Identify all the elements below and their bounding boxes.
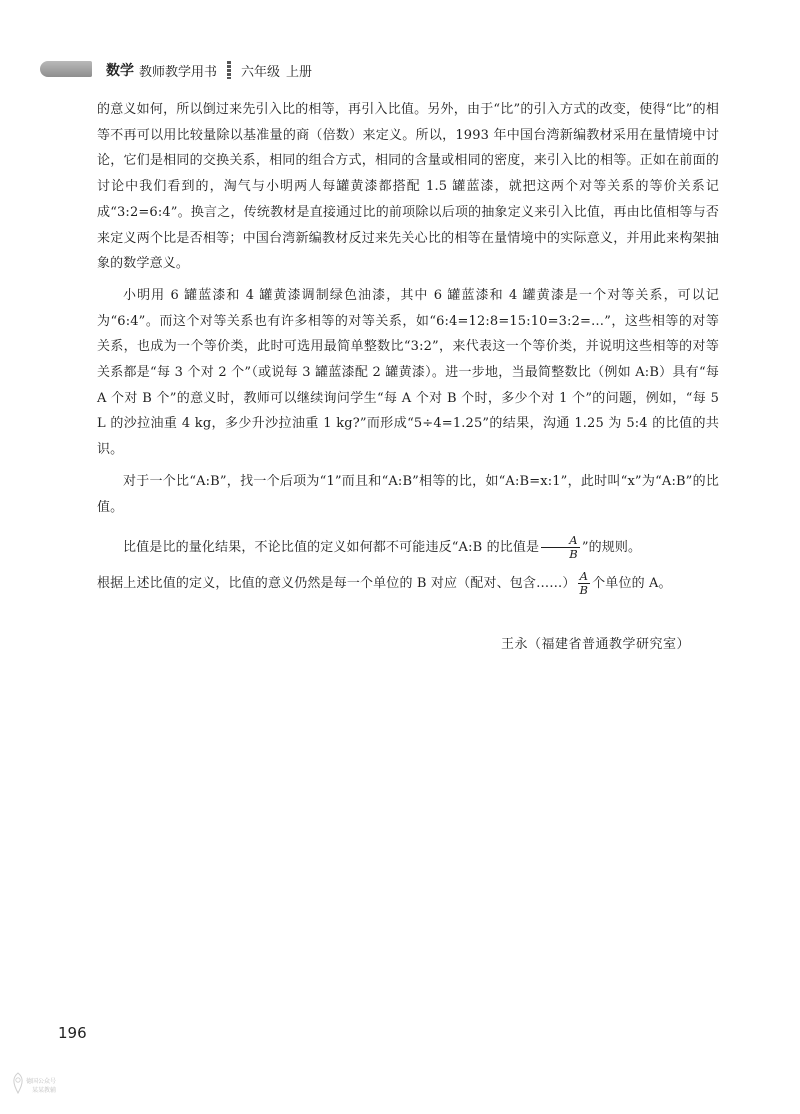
paragraph-4-text-after: ”的规则。 — [581, 540, 642, 556]
paragraph-3: 对于一个比“A:B”，找一个后项为“1”而且和“A:B”相等的比，如“A:B=x:1”，此时叫“x”为“A:B”的比值。 — [97, 473, 719, 515]
fraction-denominator: B — [569, 547, 578, 562]
header-decoration-bar — [40, 61, 92, 77]
author-attribution: 王永（福建省普通教学研究室） — [500, 637, 690, 652]
watermark-icon — [10, 1072, 26, 1094]
fraction-a-over-b — [578, 570, 591, 597]
running-header — [106, 59, 312, 81]
header-volume: 上册 — [286, 64, 313, 80]
paragraph-5-text-before: 根据上述比值的定义，比值的意义仍然是每一个单位的 B 对应（配对、包含……） — [97, 576, 576, 592]
body-text — [97, 97, 719, 602]
paragraph-5-text-after: 个单位的 A。 — [592, 576, 672, 592]
watermark — [10, 1072, 80, 1106]
fraction-numerator: A — [578, 570, 591, 584]
watermark-line-2: 某某教辅 — [32, 1087, 57, 1094]
header-subject: 数学 — [106, 63, 134, 79]
header-separator — [227, 61, 231, 79]
header-book-title: 教师教学用书 — [139, 64, 218, 80]
paragraph-4-text-before: 比值是比的量化结果，不论比值的定义如何都不可能违反“A:B 的比值是 — [123, 540, 540, 556]
fraction-numerator: A — [541, 534, 580, 548]
paragraph-2: 小明用 6 罐蓝漆和 4 罐黄漆调制绿色油漆，其中 6 罐蓝漆和 4 罐黄漆是一个对等关系，可以记为“6:4”。而这个对等关系也有许多相等的对等关系，如“6:4=12:8=15:10=3:2=…”，这些相等的对等关系，也成为一个等价类，此时可选用最简单整数比“3:2”，来代表这一个等价类，并说明这些相等的对等关系都是“每 3 个对 2 个”（或说每 3 罐蓝漆配 2 罐黄漆）。进一步地，当最简整数比（例如 A:B）具有“每 A 个对 B 个”的意义时，教师可以继续询问学生“每 A 个对 B 个时，多少个对 1 个”的问题，例如，“每 5 L 的沙拉油重 4 kg，多少升沙拉油重 1 kg?”而形成“5÷4=1.25”的结果，沟通 1.25 为 5:4 的比值的共识。 — [97, 287, 719, 458]
fraction-denominator: B — [579, 583, 589, 598]
page-number: 196 — [58, 1024, 87, 1042]
header-grade: 六年级 — [241, 64, 281, 80]
paragraph-4 — [97, 530, 719, 566]
fraction-a-over-b — [541, 534, 580, 561]
watermark-line-1: 德国公众号 — [26, 1078, 57, 1085]
paragraph-5 — [97, 566, 719, 602]
paragraph-1: 的意义如何，所以倒过来先引入比的相等，再引入比值。另外，由于“比”的引入方式的改变，使得“比”的相等不再可以用比较量除以基准量的商（倍数）来定义。所以，1993 年中国台湾新编教材采用在量情境中讨论，它们是相同的交换关系，相同的组合方式，相同的含量或相同的密度，来引入比的相等。正如在前面的讨论中我们看到的，淘气与小明两人每罐黄漆都搭配 1.5 罐蓝漆，就把这两个对等关系的等价关系记成“3:2=6:4”。换言之，传统教材是直接通过比的前项除以后项的抽象定义来引入比值，再由比值相等与否来定义两个比是否相等；中国台湾新编教材反过来先关心比的相等在量情境中的实际意义，并用此来构架抽象的数学意义。 — [97, 102, 719, 272]
